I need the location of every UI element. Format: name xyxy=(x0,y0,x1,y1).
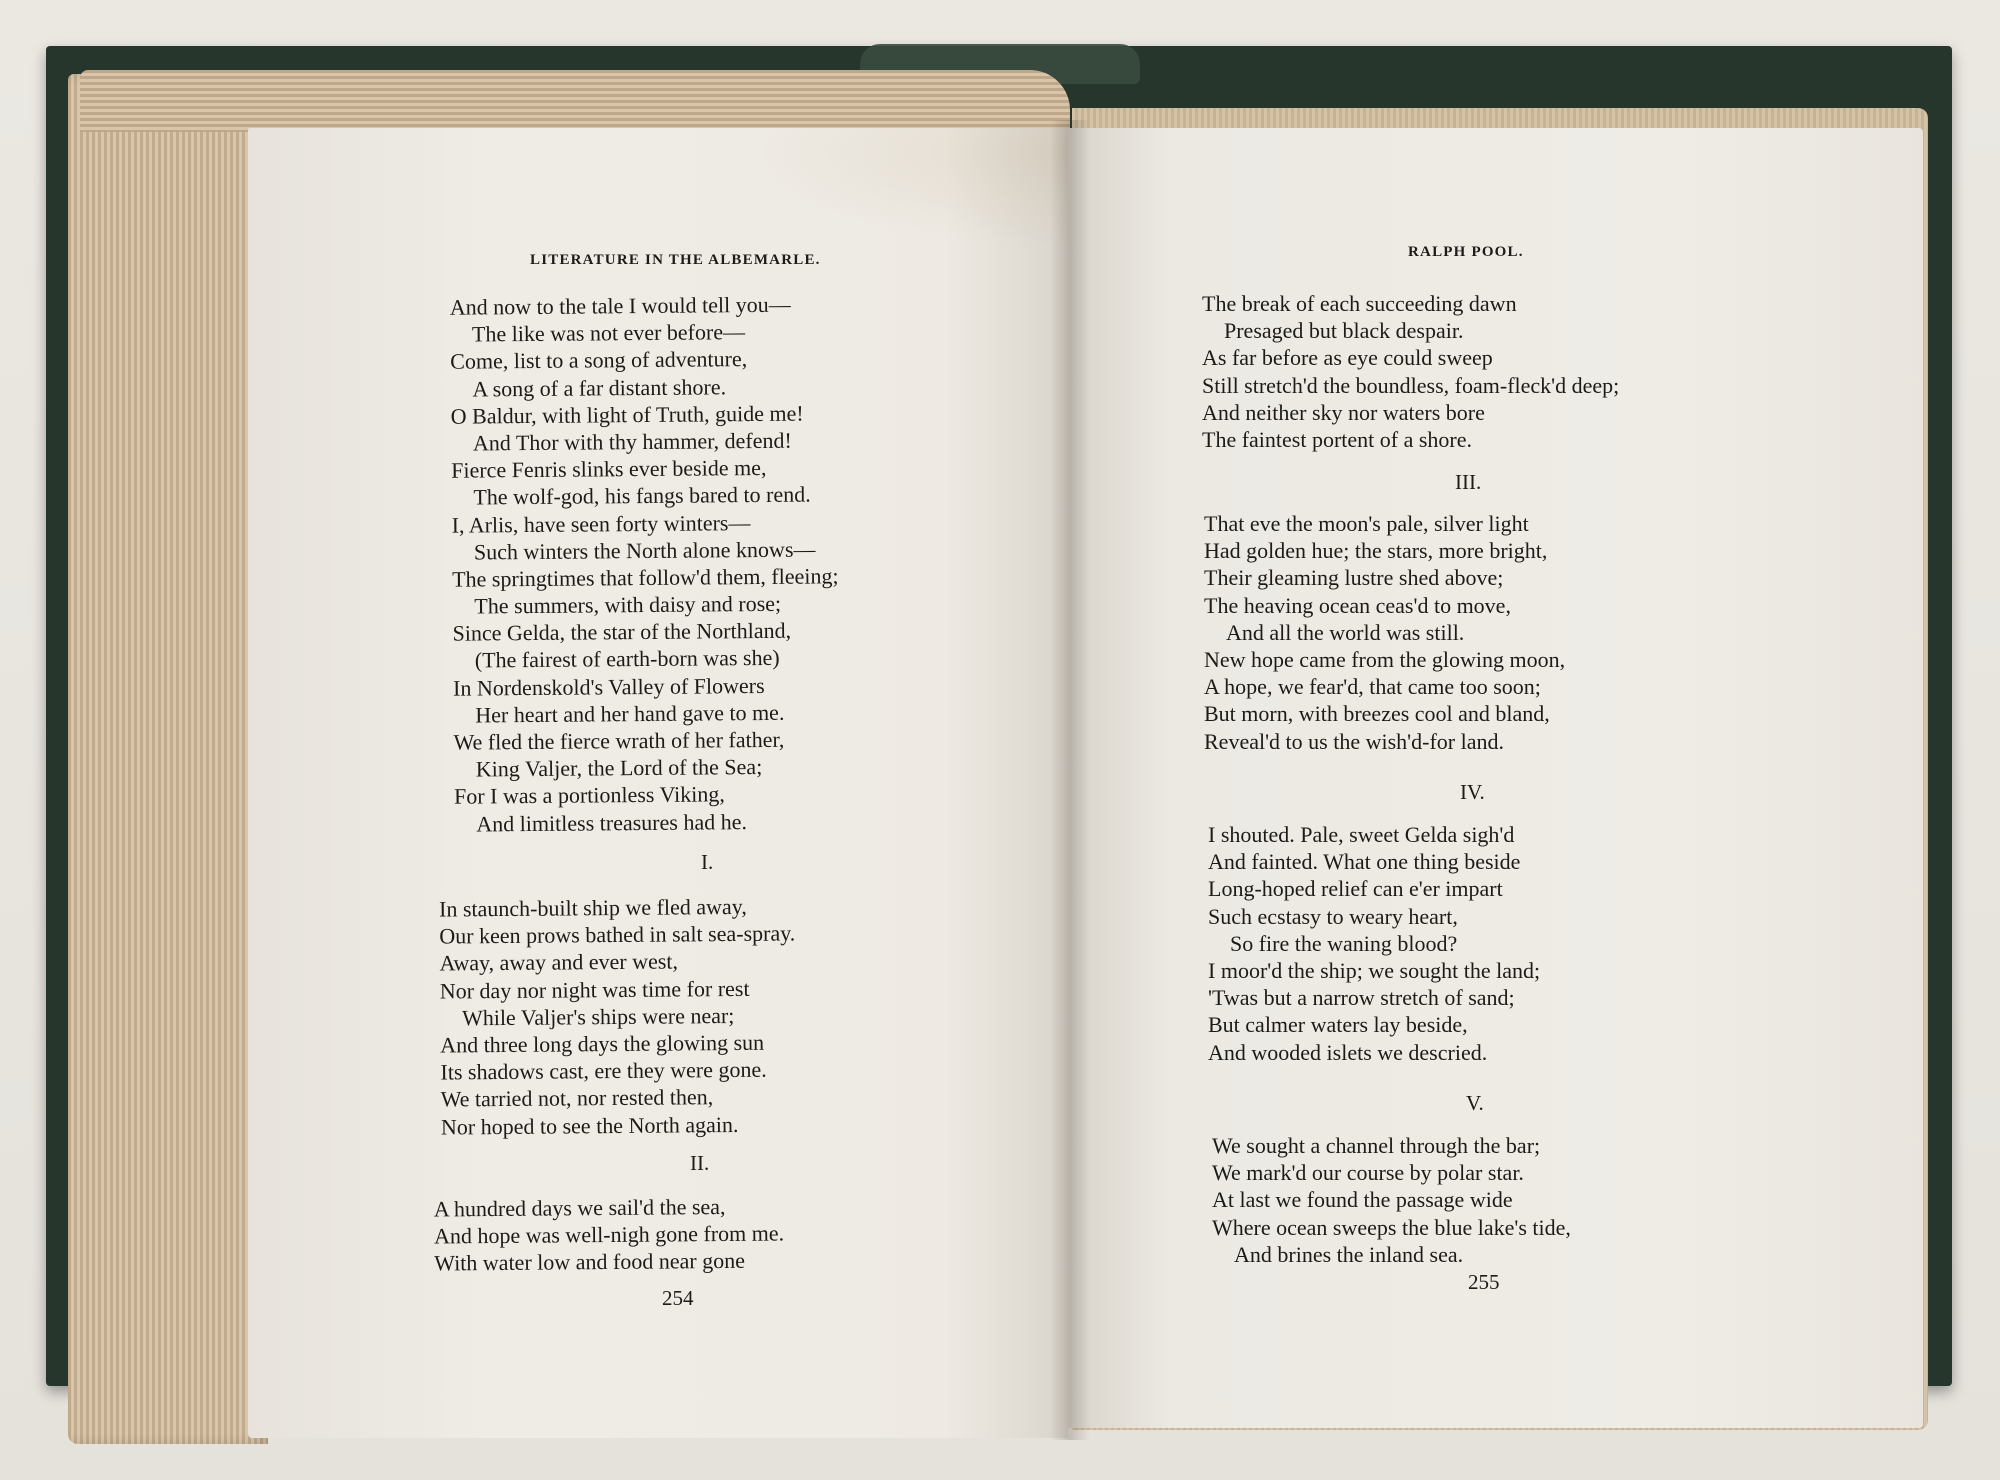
section-heading-2: II. xyxy=(690,1151,710,1175)
right-continued-stanza xyxy=(1202,290,1619,453)
verse-line: And brines the inland sea. xyxy=(1234,1241,1464,1267)
section-heading-3: III. xyxy=(1455,470,1482,494)
verse-line: Had golden hue; the stars, more bright, xyxy=(1204,538,1548,564)
verse-line: Since Gelda, the star of the Northland, xyxy=(452,617,792,646)
verse-line: In staunch-built ship we fled away, xyxy=(438,893,747,922)
left-page-number: 254 xyxy=(662,1286,694,1310)
section-4-stanza xyxy=(1208,821,1540,1066)
verse-line: While Valjer's ships were near; xyxy=(461,1002,735,1031)
section-3-stanza xyxy=(1204,510,1565,755)
verse-line: We mark'd our course by polar star. xyxy=(1212,1160,1524,1186)
verse-line: And now to the tale I would tell you— xyxy=(449,291,791,320)
verse-line: And fainted. What one thing beside xyxy=(1208,849,1521,875)
verse-line: Long-hoped relief can e'er impart xyxy=(1208,876,1503,902)
verse-line: A hope, we fear'd, that came too soon; xyxy=(1204,674,1541,700)
verse-line: A hundred days we sail'd the sea, xyxy=(433,1193,726,1222)
verse-line: And neither sky nor waters bore xyxy=(1202,399,1485,425)
verse-line: I moor'd the ship; we sought the land; xyxy=(1208,957,1541,983)
verse-line: But calmer waters lay beside, xyxy=(1208,1012,1468,1038)
section-heading-5: V. xyxy=(1466,1091,1484,1115)
verse-line: O Baldur, with light of Truth, guide me! xyxy=(450,400,804,429)
section-1-stanza xyxy=(439,892,797,1140)
verse-line: Their gleaming lustre shed above; xyxy=(1204,565,1504,591)
verse-line: We sought a channel through the bar; xyxy=(1212,1133,1541,1158)
verse-line: So fire the waning blood? xyxy=(1230,930,1458,956)
section-heading-1: I. xyxy=(701,850,714,874)
left-page xyxy=(248,128,1068,1438)
verse-line: Fierce Fenris slinks ever beside me, xyxy=(451,455,767,483)
left-running-head: LITERATURE IN THE ALBEMARLE. xyxy=(530,252,821,268)
top-page-block-edges xyxy=(80,70,1070,132)
verse-line: The break of each succeeding dawn xyxy=(1202,291,1517,316)
verse-line: Such winters the North alone knows— xyxy=(473,536,816,565)
verse-line: Reveal'd to us the wish'd-for land. xyxy=(1204,728,1504,754)
verse-line: Nor hoped to see the North again. xyxy=(440,1111,739,1140)
verse-line: And three long days the glowing sun xyxy=(440,1029,765,1058)
section-2-stanza xyxy=(434,1192,785,1277)
verse-line: I, Arlis, have seen forty winters— xyxy=(451,509,751,538)
verse-line: (The fairest of earth-born was she) xyxy=(474,645,780,673)
verse-line: Still stretch'd the boundless, foam-fleck'd deep; xyxy=(1202,372,1620,398)
verse-line: The summers, with daisy and rose; xyxy=(474,590,782,619)
right-page-number: 255 xyxy=(1468,1270,1500,1294)
verse-line: Nor day nor night was time for rest xyxy=(439,975,750,1004)
right-running-head: RALPH POOL. xyxy=(1408,244,1524,260)
verse-line: The wolf-god, his fangs bared to rend. xyxy=(473,481,811,510)
verse-line: Such ecstasy to weary heart, xyxy=(1208,903,1458,929)
verse-line: And hope was well-nigh gone from me. xyxy=(433,1220,785,1249)
verse-line: And limitless treasures had he. xyxy=(476,808,748,837)
verse-line: 'Twas but a narrow stretch of sand; xyxy=(1208,985,1515,1011)
verse-line: Its shadows cast, ere they were gone. xyxy=(440,1056,767,1085)
verse-line: And wooded islets we descried. xyxy=(1208,1039,1488,1065)
verse-line: With water low and food near gone xyxy=(434,1248,746,1276)
right-page xyxy=(1068,128,1923,1428)
verse-line: New hope came from the glowing moon, xyxy=(1204,646,1566,672)
verse-line: That eve the moon's pale, silver light xyxy=(1204,511,1529,536)
verse-line: As far before as eye could sweep xyxy=(1202,345,1493,371)
verse-line: And Thor with thy hammer, defend! xyxy=(472,427,792,456)
verse-line: Presaged but black despair. xyxy=(1224,318,1464,344)
verse-line: We fled the fierce wrath of her father, xyxy=(453,726,785,755)
verse-line: Our keen prows bathed in salt sea-spray. xyxy=(439,920,796,949)
verse-line: The heaving ocean ceas'd to move, xyxy=(1204,592,1511,618)
verse-line: The springtimes that follow'd them, fleeing; xyxy=(452,563,839,592)
section-heading-4: IV. xyxy=(1460,780,1485,804)
verse-line: At last we found the passage wide xyxy=(1212,1187,1513,1213)
verse-line: Away, away and ever west, xyxy=(439,948,679,976)
verse-line: Come, list to a song of adventure, xyxy=(450,346,748,375)
verse-line: Her heart and her hand gave to me. xyxy=(475,699,785,728)
verse-line: In Nordenskold's Valley of Flowers xyxy=(452,672,765,701)
verse-line: King Valjer, the Lord of the Sea; xyxy=(475,754,763,782)
verse-line: And all the world was still. xyxy=(1226,619,1465,645)
verse-line: For I was a portionless Viking, xyxy=(453,781,725,810)
verse-line: I shouted. Pale, sweet Gelda sigh'd xyxy=(1208,822,1515,847)
verse-line: But morn, with breezes cool and bland, xyxy=(1204,701,1550,727)
section-5-stanza xyxy=(1212,1132,1571,1268)
left-page-block-edges xyxy=(68,74,268,1444)
verse-line: We tarried not, nor rested then, xyxy=(440,1084,714,1112)
verse-line: Where ocean sweeps the blue lake's tide, xyxy=(1212,1214,1571,1240)
verse-line: A song of a far distant shore. xyxy=(472,373,727,402)
left-intro-stanza xyxy=(450,290,841,837)
verse-line: The like was not ever before— xyxy=(471,319,746,347)
verse-line: The faintest portent of a shore. xyxy=(1202,426,1473,452)
